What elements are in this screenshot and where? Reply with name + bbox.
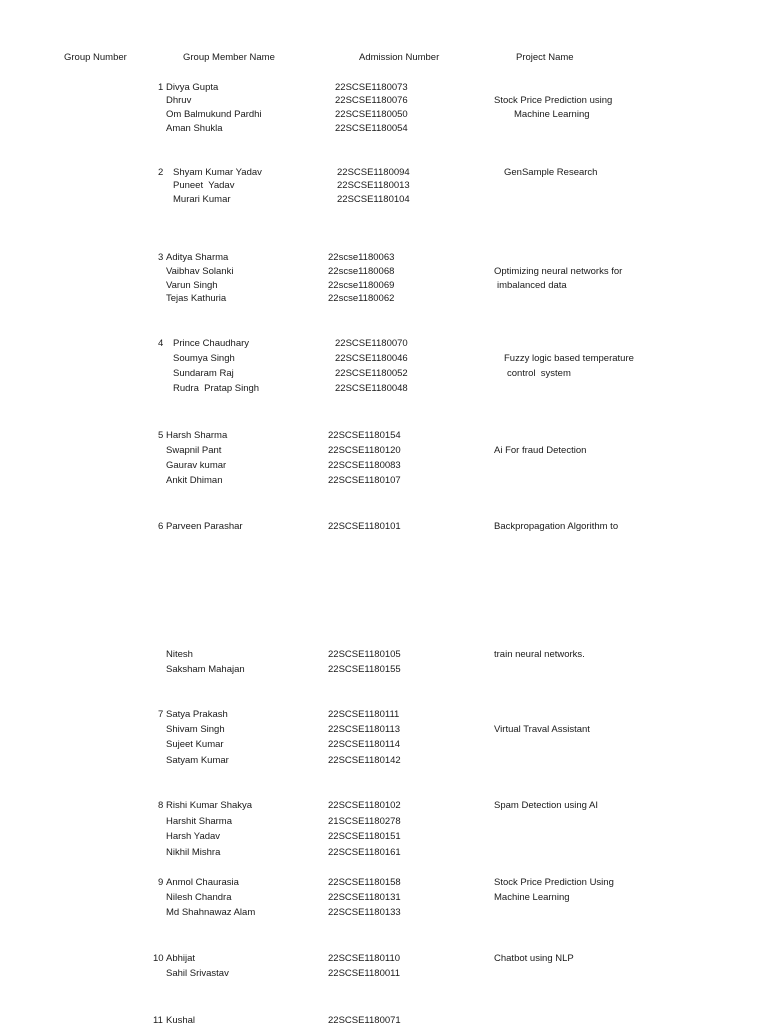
admission-number-cell: 22SCSE1180073 bbox=[335, 82, 408, 93]
admission-number-cell: 22SCSE1180048 bbox=[335, 383, 408, 394]
member-name-cell: Anmol Chaurasia bbox=[166, 877, 239, 888]
group-number-cell: 10 bbox=[153, 953, 164, 964]
header-project-name: Project Name bbox=[516, 52, 574, 63]
admission-number-cell: 22SCSE1180013 bbox=[337, 180, 410, 191]
header-admission-number: Admission Number bbox=[359, 52, 440, 63]
member-name-cell: Murari Kumar bbox=[173, 194, 231, 205]
group-number-cell: 9 bbox=[158, 877, 164, 888]
admission-number-cell: 22SCSE1180104 bbox=[337, 194, 410, 205]
group-number-cell: 4 bbox=[158, 338, 164, 349]
member-name-cell: Nitesh bbox=[166, 649, 193, 660]
group-number-cell: 8 bbox=[158, 800, 164, 811]
member-name-cell: Nilesh Chandra bbox=[166, 892, 232, 903]
group-number-cell: 2 bbox=[158, 167, 164, 178]
member-name-cell: Ankit Dhiman bbox=[166, 475, 223, 486]
member-name-cell: Md Shahnawaz Alam bbox=[166, 907, 256, 918]
member-name-cell: Varun Singh bbox=[166, 280, 218, 291]
project-name-cell: Stock Price Prediction using bbox=[494, 95, 613, 106]
admission-number-cell: 22SCSE1180076 bbox=[335, 95, 408, 106]
group-number-cell: 6 bbox=[158, 521, 164, 532]
member-name-cell: Abhijat bbox=[166, 953, 196, 964]
admission-number-cell: 22SCSE1180158 bbox=[328, 877, 401, 888]
admission-number-cell: 22SCSE1180120 bbox=[328, 445, 401, 456]
admission-number-cell: 22SCSE1180107 bbox=[328, 475, 401, 486]
admission-number-cell: 22SCSE1180110 bbox=[328, 953, 401, 964]
project-name-cell: Backpropagation Algorithm to bbox=[494, 521, 619, 532]
member-name-cell: Shivam Singh bbox=[166, 724, 225, 735]
member-name-cell: Saksham Mahajan bbox=[166, 664, 245, 675]
member-name-cell: Tejas Kathuria bbox=[166, 293, 227, 304]
project-name-cell: control system bbox=[507, 368, 571, 379]
member-name-cell: Harshit Sharma bbox=[166, 816, 232, 827]
admission-number-cell: 22scse1180069 bbox=[328, 280, 395, 291]
admission-number-cell: 22SCSE1180050 bbox=[335, 109, 408, 120]
member-name-cell: Rudra Pratap Singh bbox=[173, 383, 260, 394]
admission-number-cell: 22scse1180063 bbox=[328, 252, 395, 263]
member-name-cell: Parveen Parashar bbox=[166, 521, 243, 532]
admission-number-cell: 22scse1180068 bbox=[328, 266, 395, 277]
project-name-cell: train neural networks. bbox=[494, 649, 585, 660]
admission-number-cell: 22SCSE1180131 bbox=[328, 892, 401, 903]
admission-number-cell: 22SCSE1180070 bbox=[335, 338, 408, 349]
admission-number-cell: 22SCSE1180094 bbox=[337, 167, 410, 178]
member-name-cell: Kushal bbox=[166, 1015, 196, 1026]
project-name-cell: Machine Learning bbox=[494, 892, 570, 903]
member-name-cell: Sujeet Kumar bbox=[166, 739, 224, 750]
member-name-cell: Vaibhav Solanki bbox=[166, 266, 234, 277]
admission-number-cell: 22scse1180062 bbox=[328, 293, 395, 304]
project-name-cell: Optimizing neural networks for bbox=[494, 266, 623, 277]
admission-number-cell: 22SCSE1180046 bbox=[335, 353, 408, 364]
header-member-name: Group Member Name bbox=[183, 52, 275, 63]
project-name-cell: Ai For fraud Detection bbox=[494, 445, 587, 456]
admission-number-cell: 22SCSE1180105 bbox=[328, 649, 401, 660]
project-name-cell: Fuzzy logic based temperature bbox=[504, 353, 634, 364]
member-name-cell: Sahil Srivastav bbox=[166, 968, 229, 979]
member-name-cell: Harsh Sharma bbox=[166, 430, 228, 441]
member-name-cell: Prince Chaudhary bbox=[173, 338, 250, 349]
admission-number-cell: 22SCSE1180054 bbox=[335, 123, 408, 134]
admission-number-cell: 22SCSE1180083 bbox=[328, 460, 401, 471]
project-name-cell: GenSample Research bbox=[504, 167, 598, 178]
header-group-number: Group Number bbox=[64, 52, 127, 63]
member-name-cell: Nikhil Mishra bbox=[166, 847, 221, 858]
group-number-cell: 1 bbox=[158, 82, 164, 93]
project-name-cell: imbalanced data bbox=[497, 280, 567, 291]
member-name-cell: Rishi Kumar Shakya bbox=[166, 800, 253, 811]
member-name-cell: Swapnil Pant bbox=[166, 445, 222, 456]
admission-number-cell: 22SCSE1180102 bbox=[328, 800, 401, 811]
admission-number-cell: 22SCSE1180114 bbox=[328, 739, 401, 750]
admission-number-cell: 22SCSE1180133 bbox=[328, 907, 401, 918]
project-name-cell: Virtual Traval Assistant bbox=[494, 724, 590, 735]
member-name-cell: Sundaram Raj bbox=[173, 368, 234, 379]
admission-number-cell: 22SCSE1180142 bbox=[328, 755, 401, 766]
member-name-cell: Divya Gupta bbox=[166, 82, 219, 93]
group-number-cell: 5 bbox=[158, 430, 164, 441]
admission-number-cell: 21SCSE1180278 bbox=[328, 816, 401, 827]
admission-number-cell: 22SCSE1180154 bbox=[328, 430, 401, 441]
admission-number-cell: 22SCSE1180151 bbox=[328, 831, 401, 842]
member-name-cell: Dhruv bbox=[166, 95, 192, 106]
admission-number-cell: 22SCSE1180113 bbox=[328, 724, 401, 735]
admission-number-cell: 22SCSE1180161 bbox=[328, 847, 401, 858]
admission-number-cell: 22SCSE1180052 bbox=[335, 368, 408, 379]
group-number-cell: 7 bbox=[158, 709, 164, 720]
member-name-cell: Satyam Kumar bbox=[166, 755, 229, 766]
group-number-cell: 11 bbox=[153, 1015, 163, 1026]
admission-number-cell: 22SCSE1180111 bbox=[328, 709, 400, 720]
member-name-cell: Om Balmukund Pardhi bbox=[166, 109, 262, 120]
admission-number-cell: 22SCSE1180101 bbox=[328, 521, 401, 532]
project-name-cell: Machine Learning bbox=[514, 109, 590, 120]
project-name-cell: Spam Detection using AI bbox=[494, 800, 599, 811]
member-name-cell: Aditya Sharma bbox=[166, 252, 229, 263]
member-name-cell: Gaurav kumar bbox=[166, 460, 227, 471]
member-name-cell: Satya Prakash bbox=[166, 709, 228, 720]
project-name-cell: Chatbot using NLP bbox=[494, 953, 574, 964]
project-name-cell: Stock Price Prediction Using bbox=[494, 877, 614, 888]
member-name-cell: Shyam Kumar Yadav bbox=[173, 167, 262, 178]
member-name-cell: Puneet Yadav bbox=[173, 180, 235, 191]
member-name-cell: Aman Shukla bbox=[166, 123, 223, 134]
admission-number-cell: 22SCSE1180071 bbox=[328, 1015, 401, 1026]
admission-number-cell: 22SCSE1180155 bbox=[328, 664, 401, 675]
member-name-cell: Harsh Yadav bbox=[166, 831, 221, 842]
member-name-cell: Soumya Singh bbox=[173, 353, 235, 364]
group-number-cell: 3 bbox=[158, 252, 164, 263]
admission-number-cell: 22SCSE1180011 bbox=[328, 968, 401, 979]
